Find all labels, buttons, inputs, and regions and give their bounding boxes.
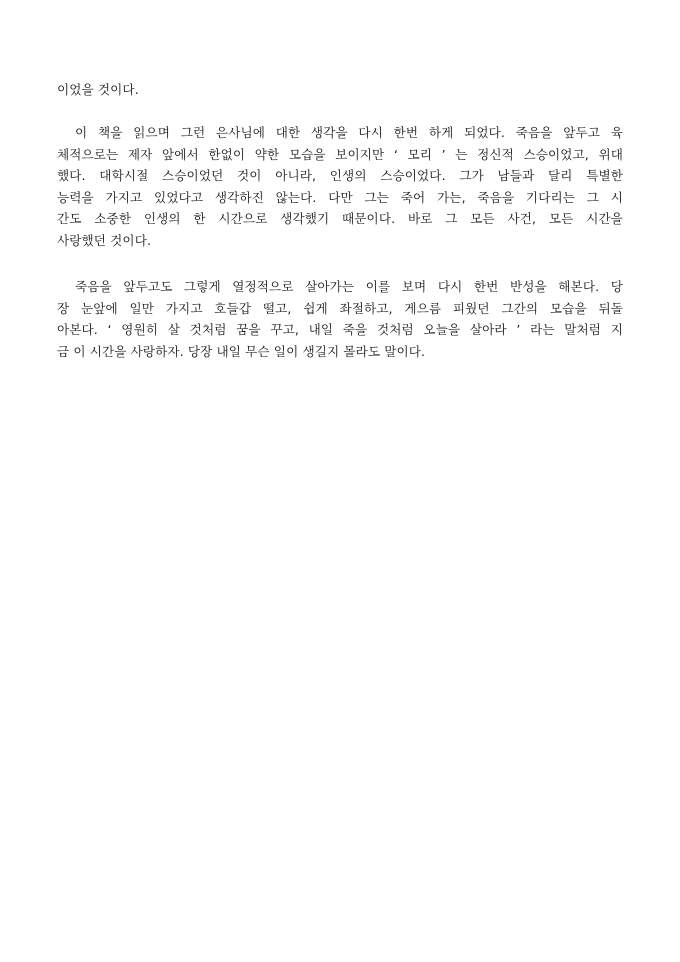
text-line: 했다. 대학시절 스승이었던 것이 아니라, 인생의 스승이었다. 그가 남들과 달리 특별한 (57, 168, 623, 183)
text-line: 장 눈앞에 일만 가지고 호들갑 떨고, 쉽게 좌절하고, 게으름 피웠던 그간의 모습을 뒤돌 (57, 300, 623, 316)
text-line: 이 책을 읽으며 그런 은사님에 대한 생각을 다시 한번 하게 되었다. 죽음을 앞두고 육 (75, 125, 623, 140)
text-line: 사랑했던 것이다. (57, 232, 152, 248)
text-line: 능력을 가지고 있었다고 생각하진 않는다. 다만 그는 죽어 가는, 죽음을 기다리는 그 시 (57, 189, 623, 205)
text-line: 간도 소중한 인생의 한 시간으로 생각했기 때문이다. 바로 그 모든 사건, 모든 시간을 (57, 211, 623, 226)
text-line: 죽음을 앞두고도 그렇게 열정적으로 살아가는 이를 보며 다시 한번 반성을 해본다. 당 (75, 279, 623, 294)
text-line: 금 이 시간을 사랑하자. 당장 내일 무슨 일이 생길지 몰라도 말이다. (57, 343, 426, 359)
paragraph-teacher-reflection (57, 122, 623, 251)
text-line: 아본다. ‘ 영원히 살 것처럼 꿈을 꾸고, 내일 죽을 것처럼 오늘을 살아라 ’ 라는 말처럼 지 (57, 322, 623, 337)
paragraph-continuation (57, 79, 623, 101)
text-line: 체적으로는 제자 앞에서 한없이 약한 모습을 보이지만 ‘ 모리 ’ 는 정신적 스승이었고, 위대 (57, 146, 623, 162)
paragraph-self-reflection (57, 276, 623, 362)
text-line: 이었을 것이다. (57, 82, 139, 97)
